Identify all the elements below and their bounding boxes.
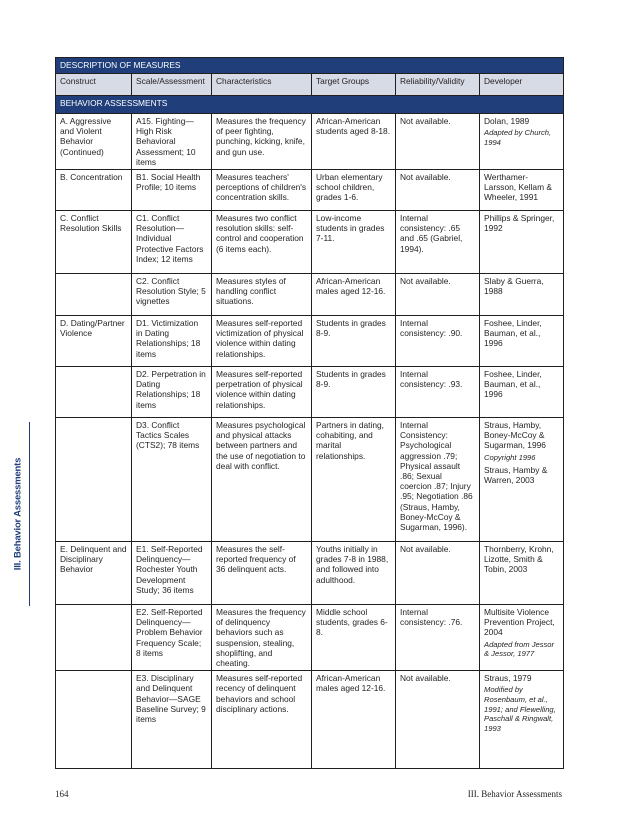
cell-construct xyxy=(56,274,132,316)
cell-target: Partners in dating, cohabiting, and marital relationships. xyxy=(312,418,396,542)
cell-characteristics: Measures the self-reported frequency of 36 delinquent acts. xyxy=(212,542,312,605)
cell-developer xyxy=(480,418,564,542)
cell-scale: E2. Self-Reported Delinquency—Problem Behavior Frequency Scale; 8 items xyxy=(132,605,212,671)
cell-developer: Slaby & Guerra, 1988 xyxy=(480,274,564,316)
cell-reliability: Internal consistency: .93. xyxy=(396,367,480,418)
cell-scale: A15. Fighting—High Risk Behavioral Assessment; 10 items xyxy=(132,114,212,170)
developer-extra: Straus, Hamby & Warren, 2003 xyxy=(484,465,548,486)
page-number: 164 xyxy=(55,789,69,799)
cell-developer: Foshee, Linder, Bauman, et al., 1996 xyxy=(480,316,564,367)
cell-developer: Foshee, Linder, Bauman, et al., 1996 xyxy=(480,367,564,418)
cell-construct: E. Delinquent and Disciplinary Behavior xyxy=(56,542,132,605)
table-row xyxy=(56,211,564,274)
cell-reliability: Not available. xyxy=(396,274,480,316)
side-tab-rule xyxy=(29,422,30,606)
running-footer-section: III. Behavior Assessments xyxy=(467,789,562,799)
column-header-developer: Developer xyxy=(480,74,564,96)
developer-name: Straus, Hamby, Boney-McCoy & Sugarman, 1996 xyxy=(484,420,546,451)
section-title: BEHAVIOR ASSESSMENTS xyxy=(56,96,564,114)
cell-characteristics: Measures self-reported perpetration of physical violence within dating relationships. xyxy=(212,367,312,418)
cell-construct xyxy=(56,367,132,418)
cell-reliability: Internal consistency: .76. xyxy=(396,605,480,671)
table-row xyxy=(56,170,564,211)
cell-reliability: Not available. xyxy=(396,114,480,170)
cell-target: African-American students aged 8-18. xyxy=(312,114,396,170)
cell-scale: D1. Victimization in Dating Relationships; 18 items xyxy=(132,316,212,367)
cell-scale: B1. Social Health Profile; 10 items xyxy=(132,170,212,211)
cell-construct: A. Aggressive and Violent Behavior (Continued) xyxy=(56,114,132,170)
cell-target: African-American males aged 12-16. xyxy=(312,671,396,769)
cell-developer xyxy=(480,605,564,671)
developer-name: Multisite Violence Prevention Project, 2004 xyxy=(484,607,555,638)
measures-table xyxy=(55,57,564,769)
cell-target: Students in grades 8-9. xyxy=(312,316,396,367)
developer-name: Straus, 1979 xyxy=(484,673,532,684)
cell-scale: E3. Disciplinary and Delinquent Behavior—SAGE Baseline Survey; 9 items xyxy=(132,671,212,769)
developer-name: Dolan, 1989 xyxy=(484,116,530,126)
table-row xyxy=(56,671,564,769)
cell-characteristics: Measures self-reported victimization of physical violence within dating relationships. xyxy=(212,316,312,367)
cell-developer: Phillips & Springer, 1992 xyxy=(480,211,564,274)
cell-scale: D2. Perpetration in Dating Relationships; 18 items xyxy=(132,367,212,418)
cell-characteristics: Measures the frequency of peer fighting, punching, kicking, knife, and gun use. xyxy=(212,114,312,170)
cell-target: Students in grades 8-9. xyxy=(312,367,396,418)
cell-characteristics: Measures psychological and physical attacks between partners and the use of negotiation to deal with conflict. xyxy=(212,418,312,542)
table-row xyxy=(56,605,564,671)
table-row xyxy=(56,367,564,418)
cell-target: Urban elementary school children, grades 1-6. xyxy=(312,170,396,211)
developer-note: Copyright 1996 xyxy=(484,452,536,462)
table-row xyxy=(56,418,564,542)
cell-construct: C. Conflict Resolution Skills xyxy=(56,211,132,274)
cell-construct xyxy=(56,671,132,769)
section-side-tab xyxy=(6,422,34,606)
cell-construct xyxy=(56,418,132,542)
cell-construct: D. Dating/Partner Violence xyxy=(56,316,132,367)
cell-reliability: Not available. xyxy=(396,170,480,211)
cell-scale: C2. Conflict Resolution Style; 5 vignettes xyxy=(132,274,212,316)
cell-characteristics: Measures teachers' perceptions of children's concentration skills. xyxy=(212,170,312,211)
column-header-scale: Scale/Assessment xyxy=(132,74,212,96)
cell-characteristics: Measures the frequency of delinquency behaviors such as suspension, stealing, shoplifting, and cheating. xyxy=(212,605,312,671)
cell-construct: B. Concentration xyxy=(56,170,132,211)
cell-reliability: Not available. xyxy=(396,542,480,605)
cell-target: African-American males aged 12-16. xyxy=(312,274,396,316)
cell-construct xyxy=(56,605,132,671)
cell-reliability: Not available. xyxy=(396,671,480,769)
cell-developer: Thornberry, Krohn, Lizotte, Smith & Tobin, 2003 xyxy=(480,542,564,605)
cell-developer xyxy=(480,114,564,170)
column-header-reliability: Reliability/Validity xyxy=(396,74,480,96)
cell-developer: Werthamer-Larsson, Kellam & Wheeler, 1991 xyxy=(480,170,564,211)
cell-characteristics: Measures self-reported recency of delinquent behaviors and school disciplinary actions. xyxy=(212,671,312,769)
cell-characteristics: Measures two conflict resolution skills: self-control and cooperation (6 items each). xyxy=(212,211,312,274)
cell-reliability: Internal Consistency: Psychological aggression .79; Physical assault .86; Sexual coercion .87; Injury .95; Negotiation .86 (Straus, Hamby, Boney-McCoy & Sugarman, 1996). xyxy=(396,418,480,542)
cell-target: Low-income students in grades 7-11. xyxy=(312,211,396,274)
cell-characteristics: Measures styles of handling conflict situations. xyxy=(212,274,312,316)
table-title: DESCRIPTION OF MEASURES xyxy=(56,58,564,74)
cell-target: Youths initially in grades 7-8 in 1988, and followed into adulthood. xyxy=(312,542,396,605)
cell-reliability: Internal consistency: .90. xyxy=(396,316,480,367)
cell-reliability: Internal consistency: .65 and .65 (Gabriel, 1994). xyxy=(396,211,480,274)
developer-note: Modified by Rosenbaum, et al., 1991; and Flewelling, Paschall & Ringwalt, 1993 xyxy=(484,685,556,733)
cell-developer xyxy=(480,671,564,769)
table-row xyxy=(56,316,564,367)
cell-scale: D3. Conflict Tactics Scales (CTS2); 78 items xyxy=(132,418,212,542)
cell-scale: E1. Self-Reported Delinquency—Rochester Youth Development Study; 36 items xyxy=(132,542,212,605)
column-header-characteristics: Characteristics xyxy=(212,74,312,96)
cell-scale: C1. Conflict Resolution—Individual Protective Factors Index; 12 items xyxy=(132,211,212,274)
developer-note: Adapted by Church, 1994 xyxy=(484,128,552,147)
column-header-construct: Construct xyxy=(56,74,132,96)
developer-note: Adapted from Jessor & Jessor, 1977 xyxy=(484,639,555,659)
column-header-target-groups: Target Groups xyxy=(312,74,396,96)
side-tab-label: III. Behavior Assessments xyxy=(12,457,24,571)
table-row xyxy=(56,542,564,605)
cell-target: Middle school students, grades 6-8. xyxy=(312,605,396,671)
table-row xyxy=(56,114,564,170)
table-row xyxy=(56,274,564,316)
